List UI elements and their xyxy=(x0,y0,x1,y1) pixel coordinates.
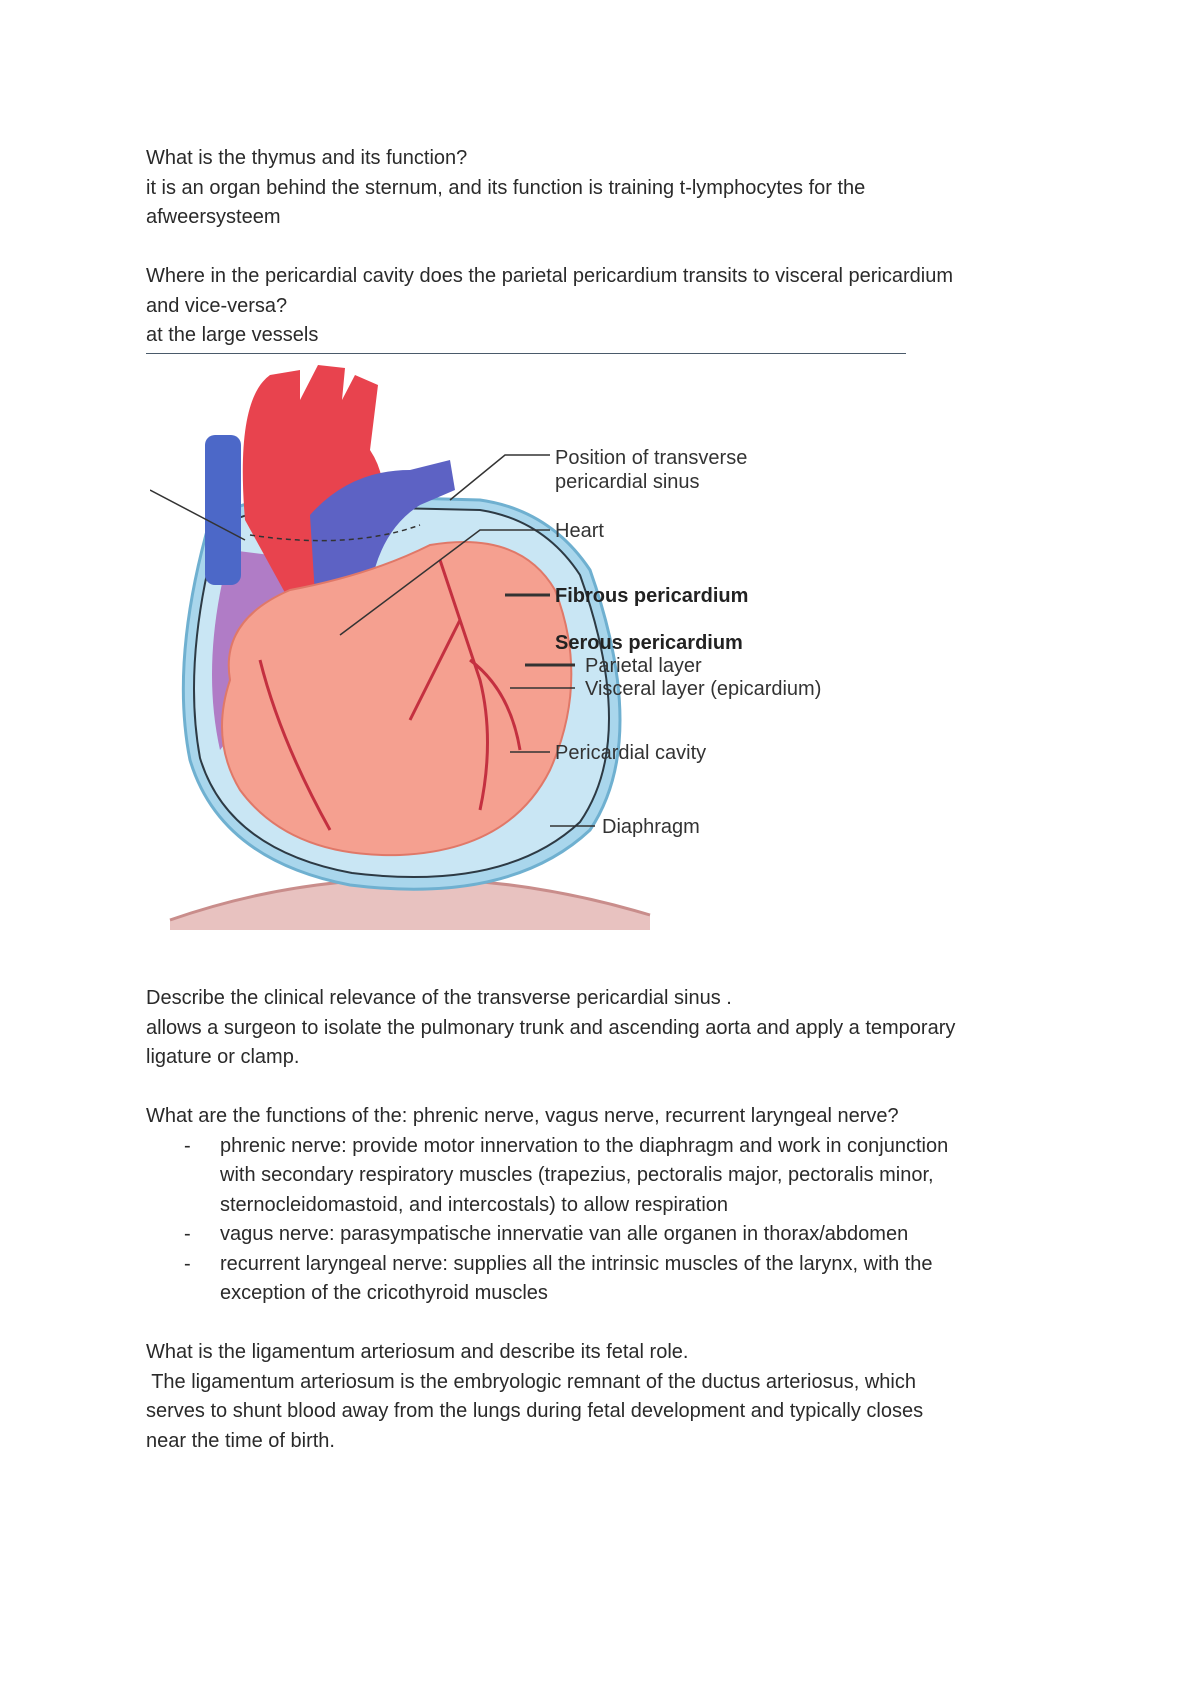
q3-answer-line2: ligature or clamp. xyxy=(146,1046,300,1068)
q1-answer-line2: afweersysteem xyxy=(146,206,281,228)
q1-answer-line1: it is an organ behind the sternum, and its function is training t-lymphocytes for the xyxy=(146,176,866,199)
document-bottom xyxy=(146,984,1076,1456)
label-parietal: Parietal layer xyxy=(585,655,702,677)
q5-answer-line2: serves to shunt blood away from the lungs during fetal development and typically closes xyxy=(146,1400,924,1422)
label-heart: Heart xyxy=(555,520,604,542)
bullet-dash: - xyxy=(184,1252,191,1275)
phrenic-line2: with secondary respiratory muscles (trapezius, pectoralis major, pectoralis minor, xyxy=(220,1164,934,1186)
label-diaphragm: Diaphragm xyxy=(602,816,700,838)
q1-question: What is the thymus and its function? xyxy=(146,147,468,169)
laryngeal-line1: recurrent laryngeal nerve: supplies all the intrinsic muscles of the larynx, with the xyxy=(220,1252,933,1275)
bullet-dash: - xyxy=(184,1223,191,1245)
horizontal-rule xyxy=(146,353,906,354)
label-sinus-line2: pericardial sinus xyxy=(555,471,700,493)
laryngeal-line2: exception of the cricothyroid muscles xyxy=(220,1282,548,1304)
q5-answer-line1: The ligamentum arteriosum is the embryologic remnant of the ductus arteriosus, which xyxy=(146,1370,916,1393)
heart-pericardium-figure xyxy=(150,360,910,930)
vagus-line1: vagus nerve: parasympatische innervatie van alle organen in thorax/abdomen xyxy=(220,1223,909,1245)
heart-illustration xyxy=(150,360,910,930)
label-fibrous: Fibrous pericardium xyxy=(555,585,749,607)
q5-answer-line3: near the time of birth. xyxy=(146,1429,335,1452)
label-visceral: Visceral layer (epicardium) xyxy=(585,678,822,700)
q3-answer-line1: allows a surgeon to isolate the pulmonary trunk and ascending aorta and apply a temporary xyxy=(146,1016,956,1039)
list-item xyxy=(146,1250,1076,1309)
document-top xyxy=(146,144,1066,354)
list-item xyxy=(146,1220,1076,1250)
nerve-list xyxy=(146,1132,1076,1309)
q3-question: Describe the clinical relevance of the transverse pericardial sinus . xyxy=(146,987,732,1009)
q2-question-line2: and vice-versa? xyxy=(146,294,288,317)
q2-question-line1: Where in the pericardial cavity does the parietal pericardium transits to visceral pericardium xyxy=(146,265,954,287)
q5-question: What is the ligamentum arteriosum and describe its fetal role. xyxy=(146,1341,689,1363)
label-serous: Serous pericardium xyxy=(555,632,743,654)
q4-question: What are the functions of the: phrenic nerve, vagus nerve, recurrent laryngeal nerve? xyxy=(146,1105,899,1127)
vena-cava-shape xyxy=(205,435,241,585)
phrenic-line3: sternocleidomastoid, and intercostals) to allow respiration xyxy=(220,1193,729,1216)
list-item xyxy=(146,1132,1076,1221)
bullet-dash: - xyxy=(184,1134,191,1157)
label-sinus-line1: Position of transverse xyxy=(555,447,748,469)
phrenic-line1: phrenic nerve: provide motor innervation to the diaphragm and work in conjunction xyxy=(220,1134,949,1157)
q2-answer: at the large vessels xyxy=(146,324,319,346)
label-cavity: Pericardial cavity xyxy=(555,742,707,764)
